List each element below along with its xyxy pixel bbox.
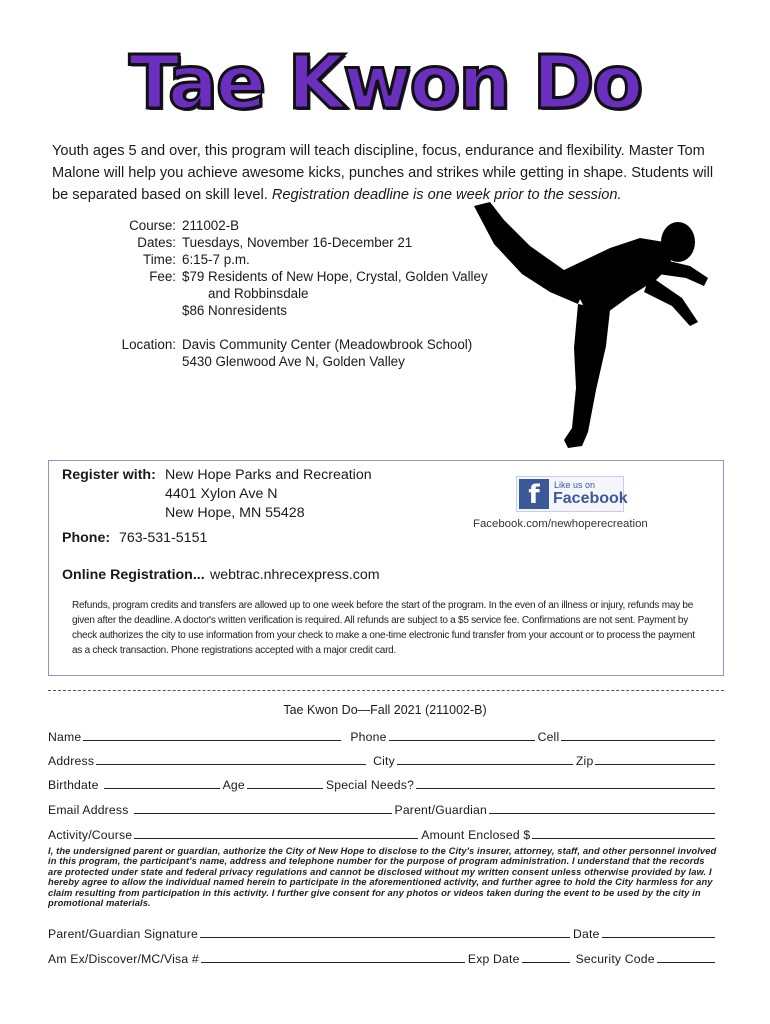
dates-value: Tuesdays, November 16-December 21 xyxy=(182,235,413,250)
amount-enclosed-field[interactable] xyxy=(532,826,715,839)
facebook-icon: f xyxy=(519,479,549,509)
phone-label: Phone: xyxy=(62,530,111,546)
date-label: Date xyxy=(573,927,600,941)
fee-nonresidents: $86 Nonresidents xyxy=(182,303,287,318)
form-row-signature xyxy=(48,921,718,941)
course-value: 211002-B xyxy=(182,218,240,233)
email-label: Email Address xyxy=(48,803,129,817)
page-title: Tae Kwon Do xyxy=(128,40,642,126)
release-statement: I, the undersigned parent or guardian, authorize the City of New Hope to disclose to the City's insurer, attorney, staff, and other personnel involved in this program, the participant's name, address and telephone number for the purpose of program administration. I understand that the records are protected under state and federal privacy regulations and cannot be disclosed without my written consent unless otherwise provided by law. I hereby agree to allow the individual named herein to participate in the aforementioned activity, and further agree to hold the City harmless for any claim resulting from participation in this activity. I further give consent for any photos or videos taken during the event to be used by the city in promotional materials. xyxy=(48,845,717,909)
form-row-email xyxy=(48,797,718,817)
online-registration-label: Online Registration... xyxy=(62,567,205,583)
birthdate-label: Birthdate xyxy=(48,778,99,792)
email-field[interactable] xyxy=(134,801,392,814)
age-label: Age xyxy=(222,778,245,792)
form-row-birthdate xyxy=(48,772,718,792)
zip-field[interactable] xyxy=(595,752,715,765)
facebook-badge[interactable] xyxy=(516,476,628,512)
activity-course-label: Activity/Course xyxy=(48,828,133,842)
intro-deadline: Registration deadline is one week prior to the session. xyxy=(271,187,622,203)
city-field[interactable] xyxy=(397,752,573,765)
cell-label: Cell xyxy=(537,730,560,744)
time-value: 6:15-7 p.m. xyxy=(182,252,250,267)
online-registration-link[interactable]: webtrac.nhrecexpress.com xyxy=(210,567,380,583)
intro-paragraph xyxy=(52,140,722,206)
zip-label: Zip xyxy=(575,754,594,768)
form-row-name xyxy=(48,724,718,744)
security-code-label: Security Code xyxy=(575,952,655,966)
parent-guardian-field[interactable] xyxy=(489,801,715,814)
fee-residents-cont: and Robbinsdale xyxy=(208,286,309,301)
special-needs-field[interactable] xyxy=(416,776,715,789)
fee-residents: $79 Residents of New Hope, Crystal, Golden Valley xyxy=(182,269,488,284)
form-row-activity xyxy=(48,822,718,842)
facebook-name: Facebook xyxy=(553,490,628,507)
form-title: Tae Kwon Do—Fall 2021 (211002-B) xyxy=(283,703,487,717)
register-label: Register with: xyxy=(62,467,156,483)
phone-field[interactable] xyxy=(389,728,535,741)
location-address: 5430 Glenwood Ave N, Golden Valley xyxy=(182,354,405,369)
time-label: Time: xyxy=(143,252,176,267)
city-label: City xyxy=(373,754,395,768)
phone-value: 763-531-5151 xyxy=(119,530,208,546)
register-street: 4401 Xylon Ave N xyxy=(165,486,278,502)
dates-label: Dates: xyxy=(137,235,176,250)
signature-label: Parent/Guardian Signature xyxy=(48,927,198,941)
date-field[interactable] xyxy=(602,925,715,938)
special-needs-label: Special Needs? xyxy=(325,778,415,792)
card-number-field[interactable] xyxy=(201,950,465,963)
activity-course-field[interactable] xyxy=(134,826,418,839)
facebook-url[interactable]: Facebook.com/newhoperecreation xyxy=(473,518,648,530)
kicker-silhouette-icon xyxy=(460,200,720,450)
location-name: Davis Community Center (Meadowbrook School) xyxy=(182,337,473,352)
birthdate-field[interactable] xyxy=(104,776,220,789)
name-field[interactable] xyxy=(83,728,341,741)
form-row-address xyxy=(48,748,718,768)
location-label: Location: xyxy=(121,337,176,352)
cut-line-divider xyxy=(48,690,724,691)
parent-guardian-label: Parent/Guardian xyxy=(394,803,487,817)
register-org: New Hope Parks and Recreation xyxy=(165,467,372,483)
course-label: Course: xyxy=(129,218,176,233)
cell-field[interactable] xyxy=(561,728,715,741)
exp-date-field[interactable] xyxy=(522,950,570,963)
phone-field-label: Phone xyxy=(350,730,387,744)
card-label: Am Ex/Discover/MC/Visa # xyxy=(48,952,199,966)
exp-date-label: Exp Date xyxy=(467,952,520,966)
address-label: Address xyxy=(48,754,95,768)
signature-field[interactable] xyxy=(200,925,570,938)
fee-label: Fee: xyxy=(149,269,176,284)
address-field[interactable] xyxy=(96,752,366,765)
register-city: New Hope, MN 55428 xyxy=(165,505,305,521)
age-field[interactable] xyxy=(247,776,323,789)
intro-text: Youth ages 5 and over, this program will teach discipline, focus, endurance and flexibility. Master Tom Malone will help you achieve awesome kicks, punches and strikes while getting in shape. Students will be separated based on skill level. xyxy=(52,143,714,203)
security-code-field[interactable] xyxy=(657,950,715,963)
facebook-like-text: Like us on xyxy=(554,480,596,490)
form-row-card xyxy=(48,946,718,966)
refund-policy: Refunds, program credits and transfers are allowed up to one week before the start of the program. In the even of an illness or injury, refunds may be given after the deadline. A doctor's written verification is required. All refunds are subject to a $5 service fee. Confirmations are not sent. Payment by check authorizes the city to use information from your check to make a one-time electronic fund transfer from your account or to process the payment as a check transaction. Phone registrations accepted with a major credit card. xyxy=(72,600,695,656)
amount-enclosed-label: Amount Enclosed $ xyxy=(421,828,531,842)
name-label: Name xyxy=(48,730,82,744)
